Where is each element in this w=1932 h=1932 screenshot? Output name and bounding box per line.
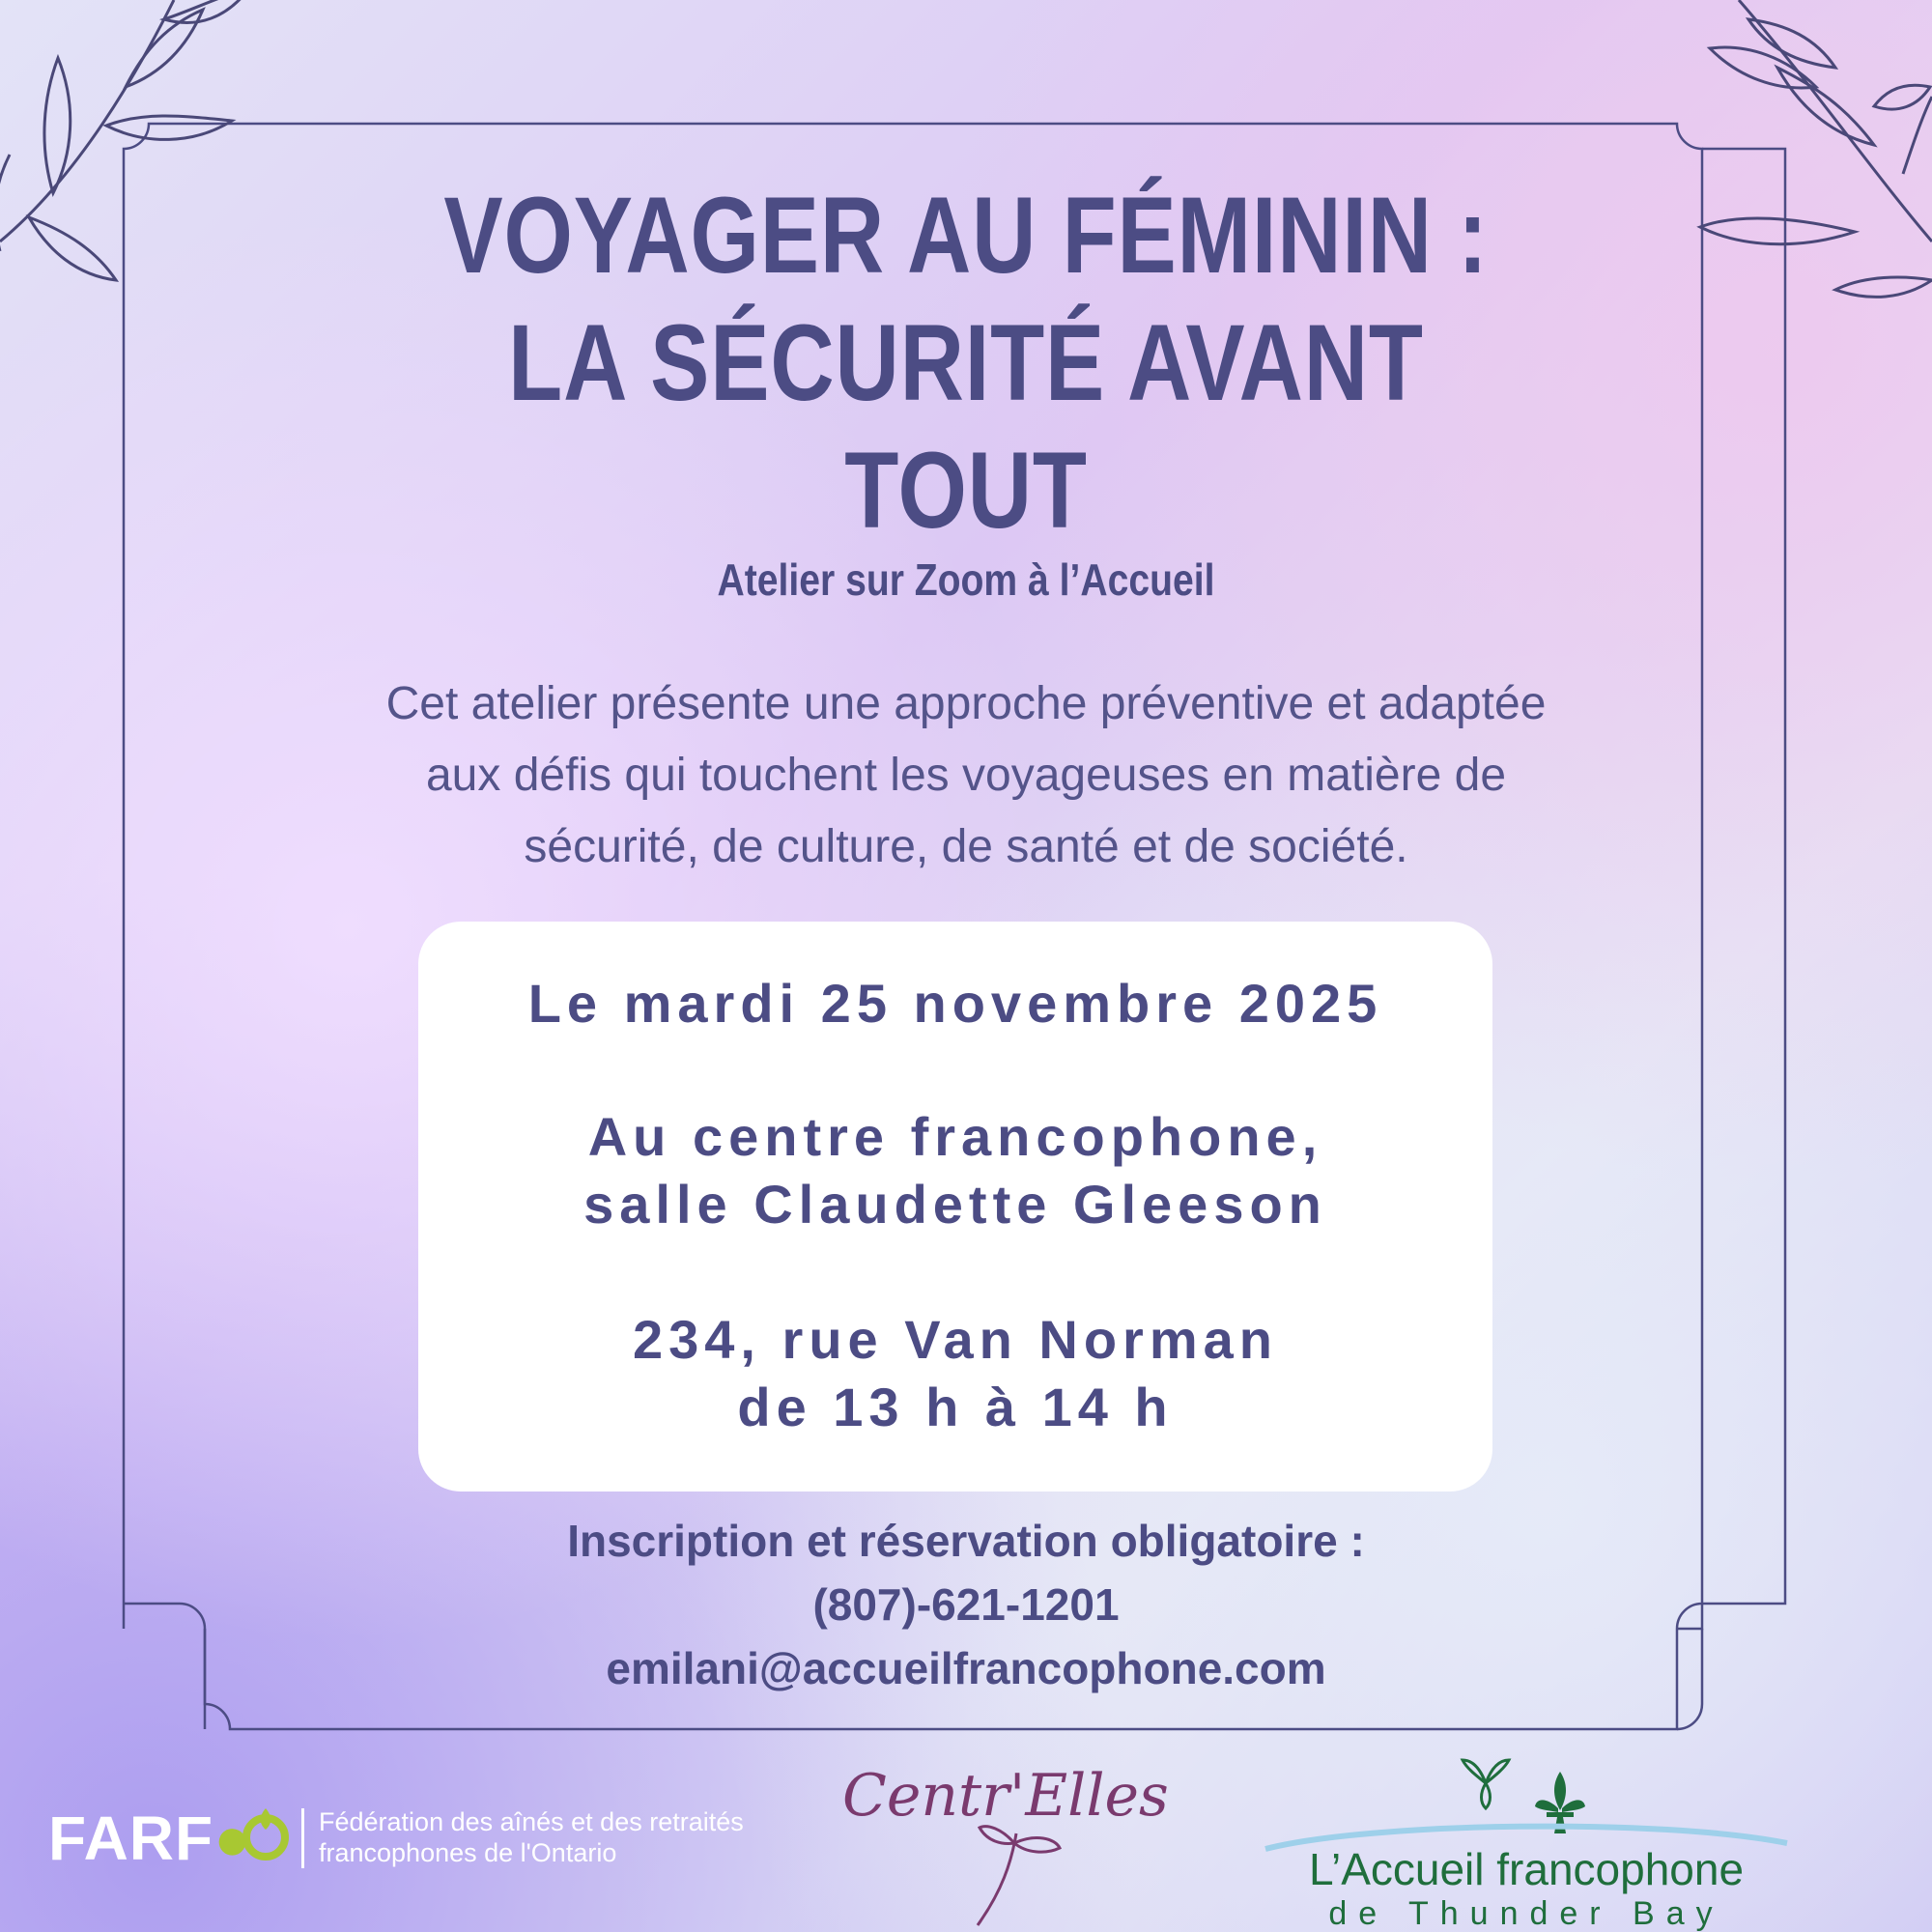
farfo-wordmark: FARF●: [48, 1804, 252, 1873]
dragonfly-icon: [958, 1814, 1065, 1930]
leaf-branch-top-right-icon: [1681, 0, 1932, 328]
farfo-separator: [301, 1808, 304, 1868]
centrelles-logo: [842, 1756, 1169, 1932]
farfo-leaf-icon: [242, 1804, 290, 1862]
event-info-box: [418, 922, 1492, 1492]
description-line-2: aux défis qui touchent les voyageuses en matière de: [425, 750, 1507, 801]
trillium-icon: [1459, 1756, 1513, 1810]
description-line-1: Cet atelier présente une approche préventive et adaptée: [385, 678, 1547, 729]
farfo-name: Fédération des aînés et des retraités francophones de l'Ontario: [319, 1807, 744, 1867]
title-line-3: TOUT: [844, 430, 1088, 551]
title-line-1: VOYAGER AU FÉMININ :: [443, 175, 1489, 296]
event-venue-line-1: Au centre francophone,: [587, 1106, 1323, 1167]
accueil-name: L’Accueil francophone: [1308, 1844, 1745, 1894]
title-line-2: LA SÉCURITÉ AVANT: [508, 302, 1424, 423]
poster-subtitle: Atelier sur Zoom à l’Accueil: [717, 554, 1215, 605]
leaf-branch-top-left-icon: [0, 0, 251, 290]
event-address: 234, rue Van Norman: [632, 1309, 1278, 1370]
event-venue-line-2: salle Claudette Gleeson: [583, 1174, 1327, 1235]
description: [203, 668, 1729, 883]
accueil-francophone-logo: [1256, 1756, 1797, 1932]
event-date: Le mardi 25 novembre 2025: [527, 973, 1383, 1034]
centrelles-wordmark: Centr'Elles: [842, 1762, 1169, 1830]
poster-title: [332, 172, 1600, 554]
registration-label: Inscription et réservation obligatoire :: [567, 1516, 1365, 1566]
accueil-city: de Thunder Bay: [1328, 1895, 1724, 1932]
registration-email[interactable]: emilani@accueilfrancophone.com: [606, 1643, 1326, 1693]
registration-phone[interactable]: (807)-621-1201: [812, 1579, 1120, 1630]
description-line-3: sécurité, de culture, de santé et de société.: [524, 821, 1408, 872]
event-time: de 13 h à 14 h: [737, 1377, 1174, 1437]
